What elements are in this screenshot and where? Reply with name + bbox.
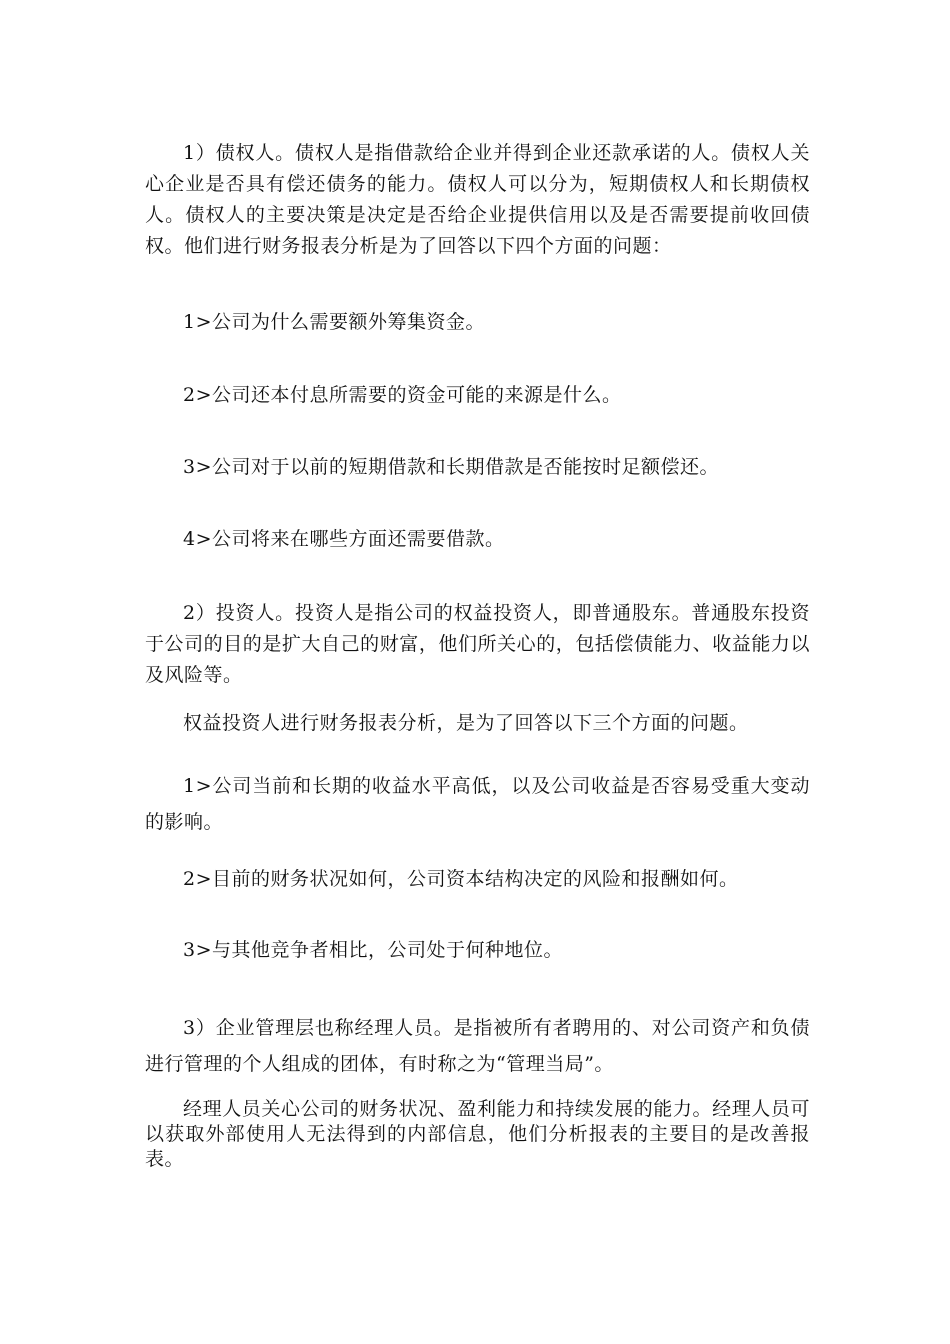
paragraph-creditor-question-3: 3>公司对于以前的短期借款和长期借款是否能按时足额偿还。: [183, 456, 720, 478]
paragraph-management-detail: 经理人员关心公司的财务状况、盈利能力和持续发展的能力。经理人员可以获取外部使用人无法得到的内部信息，他们分析报表的主要目的是改善报表。: [145, 1098, 810, 1170]
paragraph-creditor-question-2: 2>公司还本付息所需要的资金可能的来源是什么。: [183, 384, 622, 406]
paragraph-investor-intro: 权益投资人进行财务报表分析，是为了回答以下三个方面的问题。: [183, 712, 749, 734]
paragraph-investor-question-3: 3>与其他竞争者相比，公司处于何种地位。: [183, 939, 564, 961]
paragraph-investor-question-2: 2>目前的财务状况如何，公司资本结构决定的风险和报酬如何。: [183, 868, 739, 890]
paragraph-creditors: 1）债权人。债权人是指借款给企业并得到企业还款承诺的人。债权人关心企业是否具有偿还债务的能力。债权人可以分为，短期债权人和长期债权人。债权人的主要决策是决定是否给企业提供信用以及是否需要提前收回债权。他们进行财务报表分析是为了回答以下四个方面的问题：: [145, 142, 810, 257]
paragraph-creditor-question-4: 4>公司将来在哪些方面还需要借款。: [183, 528, 505, 550]
paragraph-creditor-question-1: 1>公司为什么需要额外筹集资金。: [183, 311, 486, 333]
paragraph-investor-question-1: 1>公司当前和长期的收益水平高低，以及公司收益是否容易受重大变动的影响。: [145, 775, 810, 833]
paragraph-investors: 2）投资人。投资人是指公司的权益投资人，即普通股东。普通股东投资于公司的目的是扩大自己的财富，他们所关心的，包括偿债能力、收益能力以及风险等。: [145, 602, 810, 686]
paragraph-management: 3）企业管理层也称经理人员。是指被所有者聘用的、对公司资产和负债进行管理的个人组成的团体，有时称之为“管理当局”。: [145, 1017, 810, 1075]
